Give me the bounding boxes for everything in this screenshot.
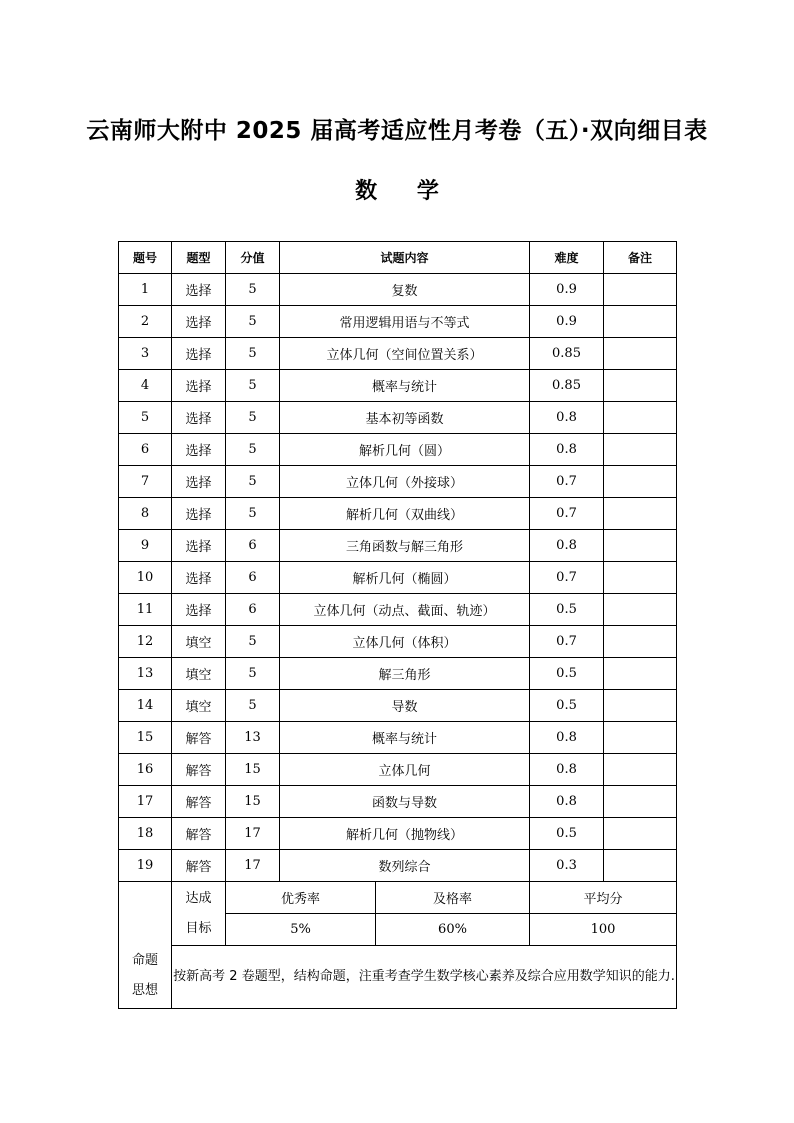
target-header-excellent: 优秀率 <box>226 882 376 914</box>
question-type-cell: 选择 <box>172 402 226 434</box>
score-cell: 5 <box>226 274 280 306</box>
question-type-cell: 填空 <box>172 690 226 722</box>
idea-label-2: 思想 <box>131 983 158 998</box>
table-row <box>119 786 677 818</box>
header-row <box>119 242 677 274</box>
content-cell: 立体几何（空间位置关系） <box>280 338 530 370</box>
difficulty-cell: 0.8 <box>530 754 604 786</box>
question-number-cell: 16 <box>119 754 172 786</box>
question-type-cell: 选择 <box>172 434 226 466</box>
header-score: 分值 <box>226 242 280 274</box>
table-row <box>119 306 677 338</box>
content-cell: 常用逻辑用语与不等式 <box>280 306 530 338</box>
question-number-cell: 10 <box>119 562 172 594</box>
difficulty-cell: 0.5 <box>530 658 604 690</box>
note-cell <box>604 434 677 466</box>
difficulty-cell: 0.8 <box>530 434 604 466</box>
question-number-cell: 17 <box>119 786 172 818</box>
target-label-cell <box>172 882 226 946</box>
note-cell <box>604 690 677 722</box>
score-cell: 5 <box>226 434 280 466</box>
header-note: 备注 <box>604 242 677 274</box>
note-cell <box>604 498 677 530</box>
table-row <box>119 754 677 786</box>
note-cell <box>604 786 677 818</box>
content-cell: 概率与统计 <box>280 722 530 754</box>
target-value-pass: 60% <box>376 914 530 946</box>
content-cell: 立体几何（体积） <box>280 626 530 658</box>
table-row <box>119 818 677 850</box>
subject-title: 数 学 <box>355 179 455 204</box>
table-row <box>119 370 677 402</box>
difficulty-cell: 0.5 <box>530 690 604 722</box>
question-number-cell: 6 <box>119 434 172 466</box>
header-type: 题型 <box>172 242 226 274</box>
note-cell <box>604 658 677 690</box>
content-cell: 三角函数与解三角形 <box>280 530 530 562</box>
question-number-cell: 18 <box>119 818 172 850</box>
document-title: 云南师大附中 2025 届高考适应性月考卷（五）·双向细目表 <box>86 118 708 144</box>
content-cell: 基本初等函数 <box>280 402 530 434</box>
score-cell: 15 <box>226 786 280 818</box>
table-row <box>119 722 677 754</box>
idea-label-1: 命题 <box>131 953 158 968</box>
question-type-cell: 选择 <box>172 498 226 530</box>
question-number-cell: 8 <box>119 498 172 530</box>
header-content: 试题内容 <box>280 242 530 274</box>
difficulty-cell: 0.8 <box>530 786 604 818</box>
table-row <box>119 690 677 722</box>
question-type-cell: 填空 <box>172 626 226 658</box>
score-cell: 17 <box>226 850 280 882</box>
question-type-cell: 选择 <box>172 274 226 306</box>
question-number-cell: 9 <box>119 530 172 562</box>
note-cell <box>604 850 677 882</box>
header-difficulty: 难度 <box>530 242 604 274</box>
question-type-cell: 解答 <box>172 818 226 850</box>
content-cell: 解三角形 <box>280 658 530 690</box>
question-type-cell: 选择 <box>172 338 226 370</box>
note-cell <box>604 626 677 658</box>
note-cell <box>604 306 677 338</box>
table-row <box>119 530 677 562</box>
idea-row <box>119 946 677 1009</box>
difficulty-cell: 0.85 <box>530 338 604 370</box>
difficulty-cell: 0.5 <box>530 818 604 850</box>
score-cell: 5 <box>226 626 280 658</box>
difficulty-cell: 0.7 <box>530 562 604 594</box>
target-label-1: 达成 <box>185 890 212 906</box>
content-cell: 导数 <box>280 690 530 722</box>
note-cell <box>604 594 677 626</box>
difficulty-cell: 0.9 <box>530 274 604 306</box>
content-cell: 立体几何 <box>280 754 530 786</box>
score-cell: 17 <box>226 818 280 850</box>
table-body <box>119 274 677 882</box>
difficulty-cell: 0.85 <box>530 370 604 402</box>
table-row <box>119 466 677 498</box>
note-cell <box>604 466 677 498</box>
table-row <box>119 434 677 466</box>
content-cell: 立体几何（外接球） <box>280 466 530 498</box>
table-row <box>119 338 677 370</box>
content-cell: 解析几何（抛物线） <box>280 818 530 850</box>
note-cell <box>604 722 677 754</box>
score-cell: 5 <box>226 370 280 402</box>
score-cell: 15 <box>226 754 280 786</box>
question-type-cell: 解答 <box>172 786 226 818</box>
question-type-cell: 选择 <box>172 466 226 498</box>
note-cell <box>604 562 677 594</box>
question-number-cell: 1 <box>119 274 172 306</box>
note-cell <box>604 338 677 370</box>
target-value-excellent: 5% <box>226 914 376 946</box>
score-cell: 6 <box>226 530 280 562</box>
content-cell: 数列综合 <box>280 850 530 882</box>
table-row <box>119 626 677 658</box>
content-cell: 解析几何（圆） <box>280 434 530 466</box>
question-number-cell: 14 <box>119 690 172 722</box>
target-value-average: 100 <box>530 914 677 946</box>
table-row <box>119 498 677 530</box>
content-cell: 概率与统计 <box>280 370 530 402</box>
note-cell <box>604 754 677 786</box>
question-type-cell: 选择 <box>172 530 226 562</box>
target-header-pass: 及格率 <box>376 882 530 914</box>
idea-text: 按新高考 2 卷题型，结构命题，注重考查学生数学核心素养及综合应用数学知识的能力. <box>172 946 677 1009</box>
table-row <box>119 658 677 690</box>
score-cell: 5 <box>226 402 280 434</box>
table-row <box>119 850 677 882</box>
score-cell: 13 <box>226 722 280 754</box>
difficulty-cell: 0.9 <box>530 306 604 338</box>
question-number-cell: 4 <box>119 370 172 402</box>
question-type-cell: 选择 <box>172 306 226 338</box>
note-cell <box>604 530 677 562</box>
header-no: 题号 <box>119 242 172 274</box>
difficulty-cell: 0.8 <box>530 530 604 562</box>
question-type-cell: 解答 <box>172 754 226 786</box>
question-number-cell: 12 <box>119 626 172 658</box>
question-number-cell: 3 <box>119 338 172 370</box>
target-header-average: 平均分 <box>530 882 677 914</box>
table-row <box>119 594 677 626</box>
specification-table <box>118 241 677 1009</box>
question-number-cell: 7 <box>119 466 172 498</box>
difficulty-cell: 0.5 <box>530 594 604 626</box>
question-type-cell: 填空 <box>172 658 226 690</box>
difficulty-cell: 0.7 <box>530 498 604 530</box>
question-type-cell: 选择 <box>172 594 226 626</box>
content-cell: 解析几何（椭圆） <box>280 562 530 594</box>
score-cell: 5 <box>226 658 280 690</box>
question-type-cell: 解答 <box>172 722 226 754</box>
question-number-cell: 15 <box>119 722 172 754</box>
idea-label-cell <box>119 882 172 1009</box>
question-number-cell: 11 <box>119 594 172 626</box>
score-cell: 5 <box>226 690 280 722</box>
question-type-cell: 选择 <box>172 562 226 594</box>
score-cell: 6 <box>226 562 280 594</box>
note-cell <box>604 370 677 402</box>
question-number-cell: 2 <box>119 306 172 338</box>
question-type-cell: 选择 <box>172 370 226 402</box>
note-cell <box>604 402 677 434</box>
difficulty-cell: 0.8 <box>530 402 604 434</box>
difficulty-cell: 0.3 <box>530 850 604 882</box>
content-cell: 函数与导数 <box>280 786 530 818</box>
question-number-cell: 5 <box>119 402 172 434</box>
score-cell: 5 <box>226 466 280 498</box>
score-cell: 5 <box>226 306 280 338</box>
difficulty-cell: 0.8 <box>530 722 604 754</box>
question-number-cell: 19 <box>119 850 172 882</box>
difficulty-cell: 0.7 <box>530 466 604 498</box>
note-cell <box>604 274 677 306</box>
difficulty-cell: 0.7 <box>530 626 604 658</box>
target-header-row <box>119 882 677 914</box>
target-label-2: 目标 <box>185 920 212 936</box>
table-row <box>119 402 677 434</box>
note-cell <box>604 818 677 850</box>
score-cell: 5 <box>226 338 280 370</box>
question-number-cell: 13 <box>119 658 172 690</box>
table-row <box>119 274 677 306</box>
score-cell: 5 <box>226 498 280 530</box>
score-cell: 6 <box>226 594 280 626</box>
content-cell: 立体几何（动点、截面、轨迹） <box>280 594 530 626</box>
table-row <box>119 562 677 594</box>
content-cell: 复数 <box>280 274 530 306</box>
content-cell: 解析几何（双曲线） <box>280 498 530 530</box>
question-type-cell: 解答 <box>172 850 226 882</box>
